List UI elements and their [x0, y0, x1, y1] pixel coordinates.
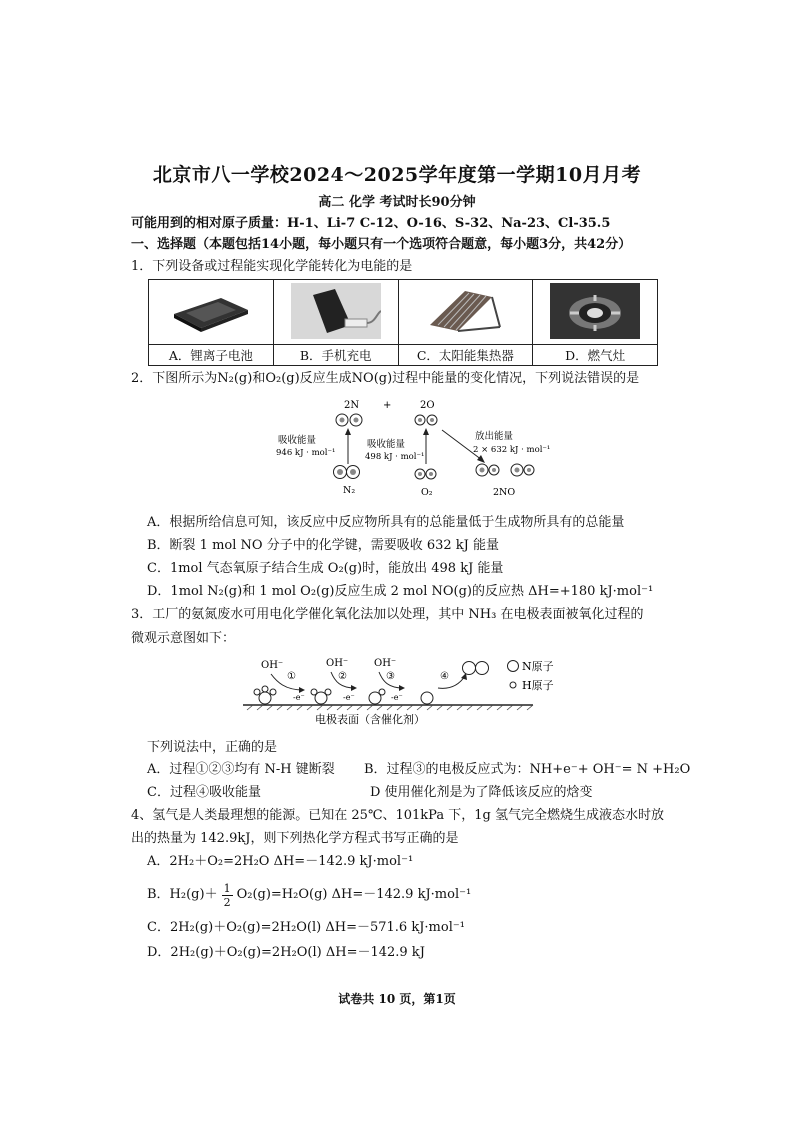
step-2: ② — [338, 671, 347, 682]
q3-option-d: D 使用催化剂是为了降低该反应的焓变 — [370, 785, 593, 800]
half-fraction — [222, 882, 233, 909]
q3-stem-line1: 3．工厂的氨氮废水可用电化学催化氧化法加以处理，其中 NH₃ 在电极表面被氧化过程的 — [131, 607, 644, 622]
q2-energy-diagram — [270, 394, 560, 504]
absorb1-label: 吸收能量 — [278, 435, 317, 446]
battery-image — [149, 280, 274, 345]
lithium-battery-icon — [166, 286, 256, 336]
q4-option-b — [147, 877, 471, 913]
q3-electrode-diagram — [243, 652, 603, 728]
section-heading: 一、选择题（本题包括14小题，每小题只有一个选项符合题意，每小题3分，共42分） — [131, 237, 632, 252]
fraction-denominator: 2 — [223, 895, 231, 909]
absorb1-value: 946 kJ · mol⁻¹ — [276, 448, 336, 458]
q2-stem: 2．下图所示为N₂(g)和O₂(g)反应生成NO(g)过程中能量的变化情况，下列说法错误的是 — [131, 371, 640, 386]
electrode-surface-label: 电极表面（含催化剂） — [315, 713, 425, 726]
q2-option-a: A．根据所给信息可知，该反应中反应物所具有的总能量低于生成物所具有的总能量 — [147, 515, 625, 530]
oh-label-1: OH⁻ — [261, 660, 284, 671]
q4-option-a: A．2H₂＋O₂=2H₂O ΔH=－142.9 kJ·mol⁻¹ — [147, 854, 414, 869]
q2-option-b: B．断裂 1 mol NO 分子中的化学键，需要吸收 632 kJ 能量 — [147, 538, 499, 553]
release-label: 放出能量 — [475, 431, 514, 442]
q1-stem: 1．下列设备或过程能实现化学能转化为电能的是 — [131, 259, 413, 274]
label-2no: 2NO — [493, 487, 516, 498]
q4-option-b-prefix: B．H₂(g)＋ — [147, 887, 218, 902]
q2-option-d: D．1mol N₂(g)和 1 mol O₂(g)反应生成 2 mol NO(g)的反应热 ΔH=+180 kJ·mol⁻¹ — [147, 584, 654, 599]
electron-2: -e⁻ — [343, 693, 355, 702]
page-footer: 试卷共 10 页，第1页 — [338, 992, 456, 1006]
absorb2-value: 498 kJ · mol⁻¹ — [365, 452, 425, 462]
q4-option-c: C．2H₂(g)＋O₂(g)=2H₂O(l) ΔH=－571.6 kJ·mol⁻¹ — [147, 920, 465, 935]
label-o2: O₂ — [421, 487, 433, 498]
label-n2: N₂ — [343, 485, 356, 496]
gas-stove-icon — [550, 283, 640, 339]
q1-option-b: B．手机充电 — [273, 345, 398, 366]
step-3: ③ — [386, 671, 395, 682]
q4-option-b-suffix: O₂(g)=H₂O(g) ΔH=－142.9 kJ·mol⁻¹ — [236, 887, 472, 902]
q3-stem-line2: 微观示意图如下： — [131, 631, 236, 646]
legend-h-atom: H原子 — [522, 679, 554, 692]
release-value: 2 × 632 kJ · mol⁻¹ — [473, 445, 551, 455]
q3-option-c: C．过程④吸收能量 — [147, 785, 261, 800]
gas-stove-image — [533, 280, 658, 345]
label-2n: 2N — [344, 400, 360, 411]
q3-prompt: 下列说法中，正确的是 — [147, 740, 278, 755]
q1-option-a: A．锂离子电池 — [149, 345, 274, 366]
oh-label-3: OH⁻ — [374, 658, 397, 669]
electron-1: -e⁻ — [293, 693, 305, 702]
step-1: ① — [287, 671, 296, 682]
q3-option-b: B．过程③的电极反应式为：NH+e⁻+ OH⁻= N +H₂O — [364, 762, 691, 777]
phone-charging-icon — [291, 283, 381, 339]
q1-option-d: D．燃气灶 — [533, 345, 658, 366]
fraction-numerator: 1 — [223, 881, 231, 895]
legend-n-atom: N原子 — [522, 660, 554, 673]
oh-label-2: OH⁻ — [326, 658, 349, 669]
q4-stem-line1: 4、氢气是人类最理想的能源。已知在 25℃、101kPa 下，1g 氢气完全燃烧生成液态水时放 — [131, 808, 664, 823]
solar-collector-image — [398, 280, 533, 345]
phone-charging-image — [273, 280, 398, 345]
electron-3: -e⁻ — [391, 693, 403, 702]
absorb2-label: 吸收能量 — [367, 439, 406, 450]
q1-options-table — [148, 279, 658, 366]
page-title: 北京市八一学校2024～2025学年度第一学期10月月考 — [152, 164, 642, 186]
q1-option-c: C．太阳能集热器 — [398, 345, 533, 366]
atomic-masses: 可能用到的相对原子质量：H-1、Li-7 C-12、O-16、S-32、Na-23、Cl-35.5 — [131, 216, 611, 231]
step-4: ④ — [440, 671, 449, 682]
q4-option-d: D．2H₂(g)＋O₂(g)=2H₂O(l) ΔH=－142.9 kJ — [147, 945, 425, 960]
q2-option-c: C．1mol 气态氧原子结合生成 O₂(g)时，能放出 498 kJ 能量 — [147, 561, 504, 576]
label-2o: 2O — [420, 400, 435, 411]
q3-option-a: A．过程①②③均有 N-H 键断裂 — [147, 762, 335, 777]
page-subtitle: 高二 化学 考试时长90分钟 — [318, 195, 476, 210]
label-plus: + — [383, 400, 392, 411]
q4-stem-line2: 出的热量为 142.9kJ，则下列热化学方程式书写正确的是 — [131, 831, 459, 846]
solar-collector-icon — [420, 285, 510, 337]
